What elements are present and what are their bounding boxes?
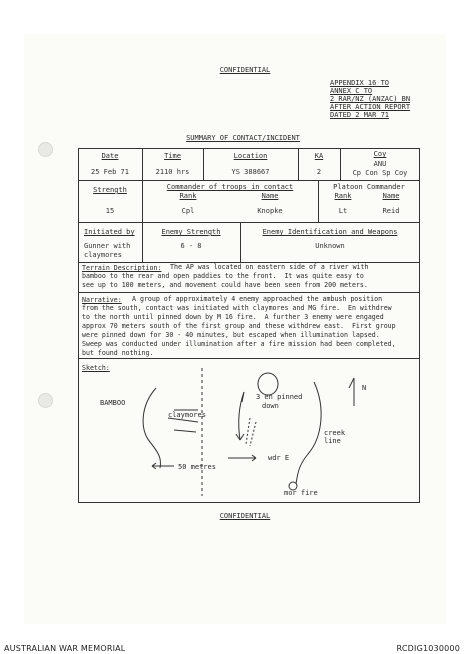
strength-value: 15 xyxy=(105,207,115,215)
narrative-text-line: Sweep was conducted under illumination after a fire mission had been completed, xyxy=(82,340,396,348)
rank-label: Rank xyxy=(179,192,197,200)
name-value: Knopke xyxy=(257,207,283,215)
platoon-rank-value: Lt xyxy=(338,207,348,215)
north-label: N xyxy=(362,384,367,392)
terrain-label: Terrain Description: xyxy=(82,264,162,272)
creek-label: creek xyxy=(324,429,346,437)
appendix-line: 2 RAR/NZ (ANZAC) BN xyxy=(330,95,411,103)
appendix-line: DATED 2 MAR 71 xyxy=(330,111,390,119)
initiated-value: Gunner with xyxy=(84,242,131,250)
strength-label: Strength xyxy=(93,186,127,194)
mortar-fire-label: mor fire xyxy=(284,489,318,497)
rank-value: Cpl xyxy=(181,207,195,215)
terrain-text-line: The AP was located on eastern side of a river with xyxy=(170,263,369,271)
punch-hole xyxy=(38,142,53,157)
appendix-line: AFTER ACTION REPORT xyxy=(330,103,411,111)
initiated-label: Initiated by xyxy=(84,228,135,236)
classification-bottom: CONFIDENTIAL xyxy=(219,512,271,520)
bamboo-line xyxy=(143,388,160,468)
coy-value-line2: Cp Con Sp Coy xyxy=(352,169,408,177)
terrain-text-line: bamboo to the rear and open paddies to the front. It was quite easy to xyxy=(82,272,364,280)
enemy-route xyxy=(239,392,244,440)
platoon-name-value: Reid xyxy=(382,207,400,215)
appendix-line: APPENDIX 16 TO xyxy=(330,79,390,87)
footer-id: RCDIG1030000 xyxy=(396,644,460,653)
narrative-text-line: to the north until pinned down by M 16 fire. A further 3 enemy were engaged xyxy=(82,313,384,321)
classification-top: CONFIDENTIAL xyxy=(219,66,271,74)
coy-label: Coy xyxy=(373,150,387,158)
bamboo-label: BAMBOO xyxy=(100,399,126,407)
ka-label: KA xyxy=(314,152,324,160)
enemy-identification-label: Enemy Identification and Weapons xyxy=(262,228,398,236)
appendix-line: ANNEX C TO xyxy=(330,87,373,95)
sketch-drawing xyxy=(78,358,420,503)
distance-label: 50 metres xyxy=(178,463,216,471)
narrative-text-line: A group of approximately 4 enemy approached the ambush position xyxy=(132,295,383,303)
location-value: YS 388667 xyxy=(231,168,270,176)
ka-value: 2 xyxy=(316,168,322,176)
location-label: Location xyxy=(233,152,268,160)
narrative-text-line: were pinned down for 30 - 40 minutes, but escaped when illumination lapsed. xyxy=(82,331,380,339)
summary-title: SUMMARY OF CONTACT/INCIDENT xyxy=(186,134,300,142)
name-label: Name xyxy=(261,192,279,200)
enemy-position xyxy=(258,373,278,395)
narrative-text-line: approx 70 meters south of the first group and these withdrew east. First group xyxy=(82,322,396,330)
coy-value: ANU xyxy=(373,160,387,168)
pinned-label: 3 en pinned xyxy=(256,393,303,401)
narrative-text-line: from the south, contact was initiated with claymores and MG fire. En withdrew xyxy=(82,304,392,312)
time-value: 2110 hrs xyxy=(155,168,190,176)
narrative-text-line: but found nothing. xyxy=(82,349,154,357)
creek-label-line2: line xyxy=(324,437,341,445)
initiated-value-line2: claymores xyxy=(84,251,122,259)
punch-hole xyxy=(38,393,53,408)
sketch-label: Sketch: xyxy=(82,364,110,372)
claymores-label: claymores xyxy=(168,411,206,419)
platoon-commander-label: Platoon Commander xyxy=(333,183,405,191)
footer-source: AUSTRALIAN WAR MEMORIAL xyxy=(4,644,126,653)
enemy-strength-label: Enemy Strength xyxy=(161,228,221,236)
terrain-text-line: see up to 100 meters, and movement could have been seen from 200 meters. xyxy=(82,281,368,289)
withdrew-label: wdr E xyxy=(268,454,290,462)
platoon-rank-label: Rank xyxy=(334,192,352,200)
date-value: 25 Feb 71 xyxy=(91,168,129,176)
time-label: Time xyxy=(164,152,181,160)
date-label: Date xyxy=(101,152,119,160)
narrative-label: Narrative: xyxy=(82,296,122,304)
commander-label: Commander of troops in contact xyxy=(166,183,294,191)
enemy-identification-value: Unknown xyxy=(315,242,345,250)
platoon-name-label: Name xyxy=(382,192,400,200)
enemy-strength-value: 6 - 8 xyxy=(180,242,202,250)
pinned-label-line2: down xyxy=(262,402,279,410)
